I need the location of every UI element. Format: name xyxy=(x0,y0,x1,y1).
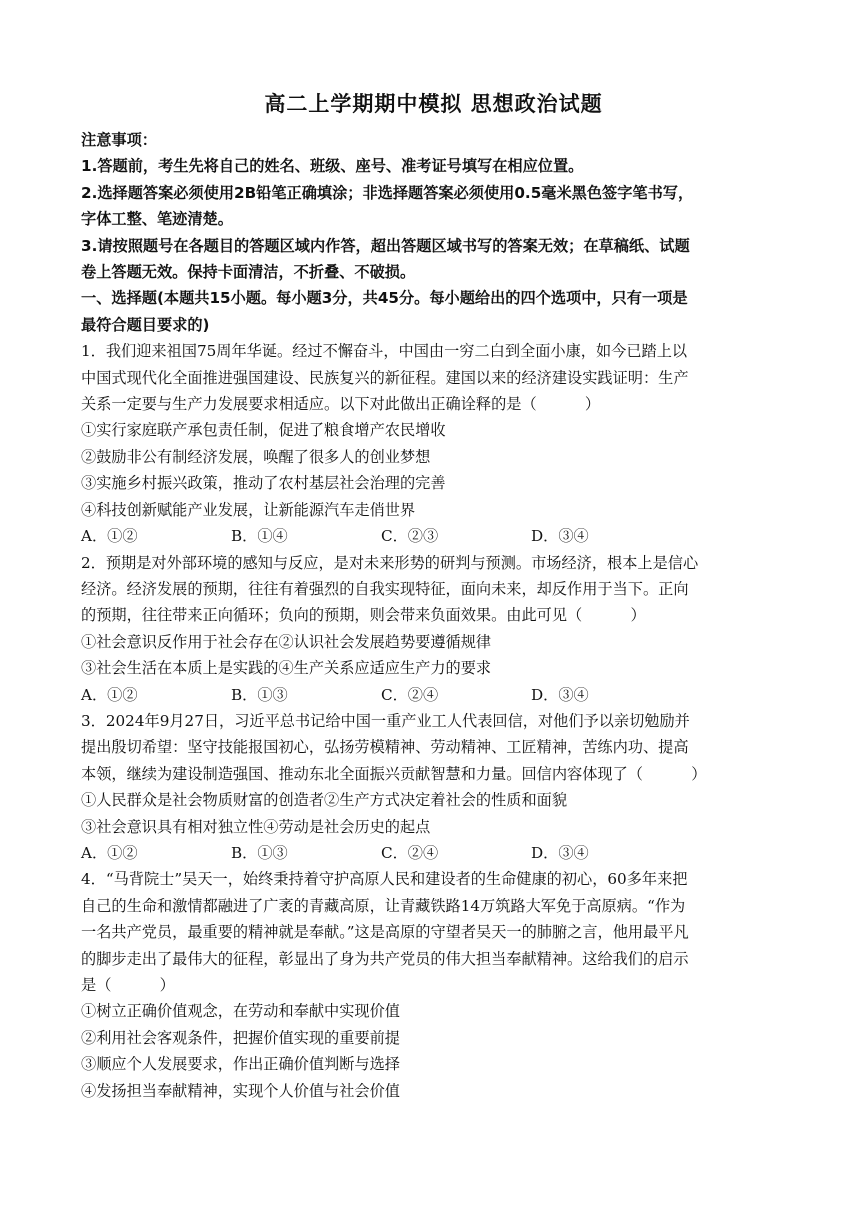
question-4 xyxy=(81,866,786,1104)
question-stem-line: 2．预期是对外部环境的感知与反应，是对未来形势的研判与预测。市场经济，根本上是信心 xyxy=(81,553,699,572)
question-2 xyxy=(81,550,786,708)
question-statement: ①树立正确价值观念，在劳动和奉献中实现价值 xyxy=(81,1002,400,1021)
option-c[interactable]: C．②④ xyxy=(381,685,439,704)
answer-options xyxy=(81,840,786,866)
question-stem-line: 关系一定要与生产力发展要求相适应。以下对此做出正确诠释的是（ ） xyxy=(81,395,601,414)
question-statement: ①人民群众是社会物质财富的创造者②生产方式决定着社会的性质和面貌 xyxy=(81,791,567,810)
notice-item: 字体工整、笔迹清楚。 xyxy=(81,210,233,229)
notice-heading: 注意事项： xyxy=(81,131,157,149)
option-c[interactable]: C．②③ xyxy=(381,527,439,546)
answer-options xyxy=(81,682,786,708)
option-b[interactable]: B．①④ xyxy=(231,527,288,546)
option-b[interactable]: B．①③ xyxy=(231,843,288,862)
question-stem-line: 1．我们迎来祖国75周年华诞。经过不懈奋斗，中国由一穷二白到全面小康，如今已踏上以 xyxy=(81,342,688,361)
question-stem-line: 是（ ） xyxy=(81,976,175,994)
notice-item: 2.选择题答案必须使用2B铅笔正确填涂；非选择题答案必须使用0.5毫米黑色签字笔书写， xyxy=(81,183,694,202)
question-statement: ②鼓励非公有制经济发展，唤醒了很多人的创业梦想 xyxy=(81,447,431,466)
question-stem-line: 本领，继续为建设制造强国、推动东北全面振兴贡献智慧和力量。回信内容体现了（ ） xyxy=(81,764,707,783)
question-statement: ②利用社会客观条件，把握价值实现的重要前提 xyxy=(81,1028,400,1047)
option-d[interactable]: D．③④ xyxy=(531,843,589,862)
option-d[interactable]: D．③④ xyxy=(531,527,589,546)
notice-block xyxy=(81,127,786,285)
question-stem-line: 提出殷切希望：坚守技能报国初心，弘扬劳模精神、劳动精神、工匠精神，苦练内功、提高 xyxy=(81,738,689,757)
notice-item: 1.答题前，考生先将自己的姓名、班级、座号、准考证号填写在相应位置。 xyxy=(81,157,584,176)
notice-item: 卷上答题无效。保持卡面清洁，不折叠、不破损。 xyxy=(81,263,416,282)
question-statement: ④科技创新赋能产业发展，让新能源汽车走俏世界 xyxy=(81,500,416,519)
question-stem-line: 的脚步走出了最伟大的征程，彰显出了身为共产党员的伟大担当奉献精神。这给我们的启示 xyxy=(81,949,689,968)
question-statement: ①实行家庭联产承包责任制，促进了粮食增产农民增收 xyxy=(81,421,446,440)
section-heading xyxy=(81,285,786,338)
option-a[interactable]: A．①② xyxy=(81,527,138,546)
question-statement: ④发扬担当奉献精神，实现个人价值与社会价值 xyxy=(81,1081,400,1100)
question-1 xyxy=(81,338,786,549)
question-stem-line: 一名共产党员，最重要的精神就是奉献。”这是高原的守望者吴天一的肺腑之言，他用最平凡 xyxy=(81,923,689,942)
question-statement: ①社会意识反作用于社会存在②认识社会发展趋势要遵循规律 xyxy=(81,632,492,651)
question-statement: ③顺应个人发展要求，作出正确价值判断与选择 xyxy=(81,1055,400,1074)
question-3 xyxy=(81,708,786,866)
question-stem-line: 的预期，往往带来正向循环；负向的预期，则会带来负面效果。由此可见（ ） xyxy=(81,606,646,625)
question-stem-line: 3．2024年9月27日，习近平总书记给中国一重产业工人代表回信，对他们予以亲切勉励并 xyxy=(81,711,690,730)
question-statement: ③社会意识具有相对独立性④劳动是社会历史的起点 xyxy=(81,817,431,836)
option-d[interactable]: D．③④ xyxy=(531,685,589,704)
question-stem-line: 自己的生命和激情都融进了广袤的青藏高原，让青藏铁路14万筑路大军免于高原病。“作为 xyxy=(81,896,686,915)
answer-options xyxy=(81,523,786,549)
notice-item: 3.请按照题号在各题目的答题区域内作答，超出答题区域书写的答案无效；在草稿纸、试题 xyxy=(81,236,690,255)
section-heading-line: 一、选择题(本题共15小题。每小题3分，共45分。每小题给出的四个选项中，只有一项是 xyxy=(81,289,688,308)
section-heading-line: 最符合题目要求的) xyxy=(81,315,210,334)
question-stem-line: 经济。经济发展的预期，往往有着强烈的自我实现特征，面向未来，却反作用于当下。正向 xyxy=(81,579,689,598)
question-statement: ③社会生活在本质上是实践的④生产关系应适应生产力的要求 xyxy=(81,659,492,678)
option-a[interactable]: A．①② xyxy=(81,685,138,704)
question-statement: ③实施乡村振兴政策，推动了农村基层社会治理的完善 xyxy=(81,474,446,493)
question-stem-line: 4．“马背院士”吴天一，始终秉持着守护高原人民和建设者的生命健康的初心，60多年来把 xyxy=(81,870,688,889)
exam-title: 高二上学期期中模拟 思想政治试题 xyxy=(264,92,603,116)
option-b[interactable]: B．①③ xyxy=(231,685,288,704)
option-a[interactable]: A．①② xyxy=(81,843,138,862)
option-c[interactable]: C．②④ xyxy=(381,843,439,862)
question-stem-line: 中国式现代化全面推进强国建设、民族复兴的新征程。建国以来的经济建设实践证明：生产 xyxy=(81,368,689,387)
exam-page xyxy=(81,88,786,1104)
